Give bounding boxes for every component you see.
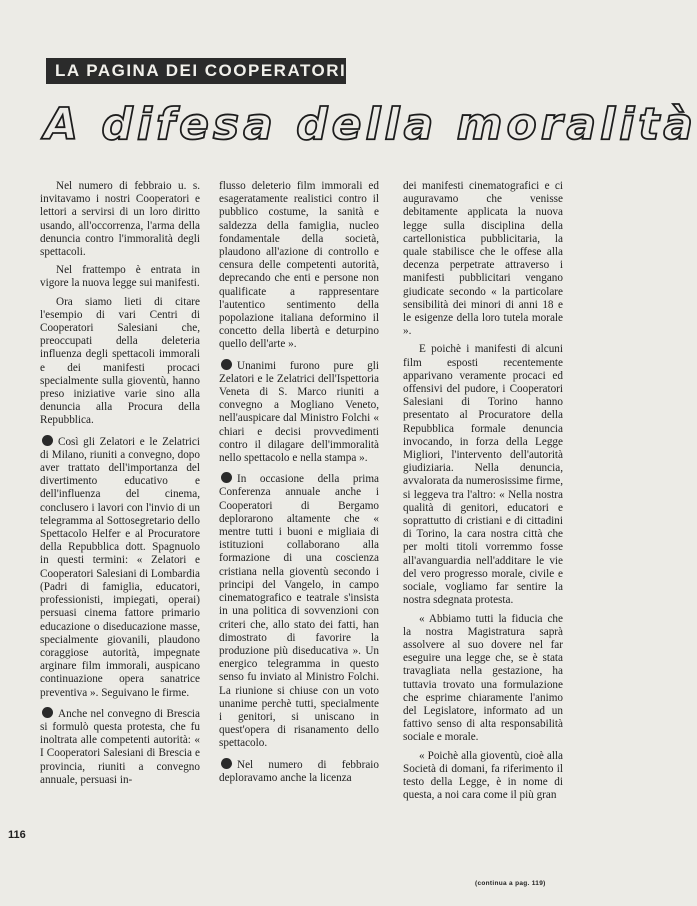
article-column-1 (40, 180, 200, 792)
paragraph-text: Unanimi furono pure gli Zelatori e le Zelatrici dell'Ispettoria Veneta di S. Marco riuniti a convegno a Mogliano Veneto, nell'auspicare dal Ministro Folchi « chiari e decisi provvedimenti contro il dilagare dell'immoralità nello spettacolo e nella stampa ». (219, 359, 379, 465)
bullet-icon (42, 707, 53, 718)
bulleted-paragraph (219, 359, 379, 466)
paragraph-text: « Abbiamo tutti la fiducia che la nostra Magistratura saprà assolvere al suo dovere nel far eseguire una legge che, se è stata travagliata nella gestazione, ha tuttavia trovato una formulazione che esprime chiaramente l'animo del Legislatore, informato ad un fattivo senso di alta responsabilità sociale e morale. (403, 612, 563, 744)
paragraph (40, 264, 200, 290)
bullet-icon (221, 359, 232, 370)
paragraph-text: Nel frattempo è entrata in vigore la nuova legge sui manifesti. (40, 264, 200, 290)
paragraph-text: Ora siamo lieti di citare l'esempio di vari Centri di Cooperatori Salesiani che, preoccupati della deleteria influenza degli spettacoli immorali e dei manifesti procaci specialmente sulla gioventù, hanno preso iniziative varie sino alla denuncia alla Procura della Repubblica. (40, 295, 200, 427)
bulleted-paragraph (219, 472, 379, 750)
paragraph (403, 613, 563, 745)
paragraph (403, 180, 563, 338)
paragraph-text: In occasione della prima Conferenza annuale anche i Cooperatori di Bergamo deplorarono altamente che « mentre tutti i buoni e migliaia di istituzioni collaborano alla formazione di una coscienza cristiana nella gioventù secondo i principi del Vangelo, in campo cinematografico e teatrale s'insista in una politica di sovvenzioni con criteri che, allo stato dei fatti, han dimostrato di favorire la produzione più diseducativa ». Un energico telegramma in questo senso fu inviato al Ministro Folchi. La riunione si chiuse con un voto unanime perchè tutti, specialmente i genitori, si uniscano in quest'opera di risanamento dello spettacolo. (219, 473, 379, 750)
paragraph-text: flusso deleterio film immorali ed esageratamente realistici contro il pubblico costume, la sanità e saldezza della famiglia, nucleo fondamentale della società, plaudono all'azione di controllo e censura delle competenti autorità, deprecando che enti e persone non qualificate a rappresentare l'autentico sentimento della popolazione italiana deformino il concetto della libertà e deturpino quello dell'arte ». (219, 180, 379, 351)
paragraph (40, 180, 200, 259)
page-title: A difesa della moralità (44, 99, 697, 150)
article-column-3 (403, 180, 563, 807)
article-column-2 (219, 180, 379, 790)
paragraph-text: Così gli Zelatori e le Zelatrici di Milano, riuniti a convegno, dopo aver trattato dell'importanza del divertimento educativo e dell'influenza del cinema, conclusero i lavori con l'invio di un telegramma al Sottosegretario dello Spettacolo Helfer e al Procuratore della Repubblica dott. Spagnuolo in questi termini: « Zelatori e Cooperatori Salesiani di Lombardia (Padri di famiglia, educatori, professionisti, impiegati, operai) persuasi cinema fattore primario educazione o diseducazione masse, specialmente giovanili, plaudono coraggiose autorità, impegnate arginare film immorali, auspicano continuazione opera sanatrice preventiva ». Seguivano le firme. (40, 435, 201, 699)
bulleted-paragraph (40, 707, 200, 787)
paragraph (403, 343, 563, 607)
paragraph (219, 180, 379, 352)
page-number: 116 (8, 829, 26, 841)
paragraph (403, 750, 563, 803)
bullet-icon (42, 435, 53, 446)
bulleted-paragraph (40, 435, 200, 700)
bullet-icon (221, 472, 232, 483)
paragraph-text: E poichè i manifesti di alcuni film esposti recentemente apparivano veramente procaci ed offensivi del pudore, i Cooperatori Salesiani di Torino hanno presentato al Procuratore della Repubblica formale denuncia invocando, in forza della Legge Migliori, l'intervento dell'autorità giudiziaria. Nella denuncia, avvalorata da numerosissime firme, si leggeva tra l'altro: « Nella nostra qualità di genitori, educatori e soprattutto di cristiani e di cittadini di Torino, la cara nostra città che per molti titoli vorremmo fosse all'avanguardia nell'additare le vie del vero progresso morale, civile e sociale, vogliamo far sentire la nostra sdegnata protesta. (403, 343, 563, 607)
paragraph-text: dei manifesti cinematografici e ci auguravamo che venisse debitamente applicata la nuova legge sulla disciplina della cartellonistica pubblicitaria, la quale stabilisce che le offese alla decenza perpetrate attraverso i manifesti pubblicitari vengano giudicate secondo « la particolare sensibilità dei minori di anni 18 e le esigenze della loro tutela morale ». (403, 180, 563, 338)
paragraph-text: Nel numero di febbraio deploravamo anche la licenza (219, 758, 379, 784)
section-banner: LA PAGINA DEI COOPERATORI (46, 58, 346, 84)
continuation-note: (continua a pag. 119) (475, 880, 546, 887)
bulleted-paragraph (219, 758, 379, 785)
paragraph-text: Nel numero di febbraio u. s. invitavamo i nostri Cooperatori e lettori a servirsi di un loro diritto usando, all'occorrenza, l'arma della denuncia contro l'immoralità degli spettacoli. (40, 180, 200, 259)
paragraph (40, 296, 200, 428)
paragraph-text: « Poichè alla gioventù, cioè alla Società di domani, fa riferimento il testo della Legge, è in nome di questa, a noi cara come il più gran (403, 749, 563, 802)
bullet-icon (221, 758, 232, 769)
paragraph-text: Anche nel convegno di Brescia si formulò questa protesta, che fu inoltrata alle competenti autorità: « I Cooperatori Salesiani di Brescia e provincia, riuniti a convegno annuale, persuasi in- (40, 707, 200, 786)
